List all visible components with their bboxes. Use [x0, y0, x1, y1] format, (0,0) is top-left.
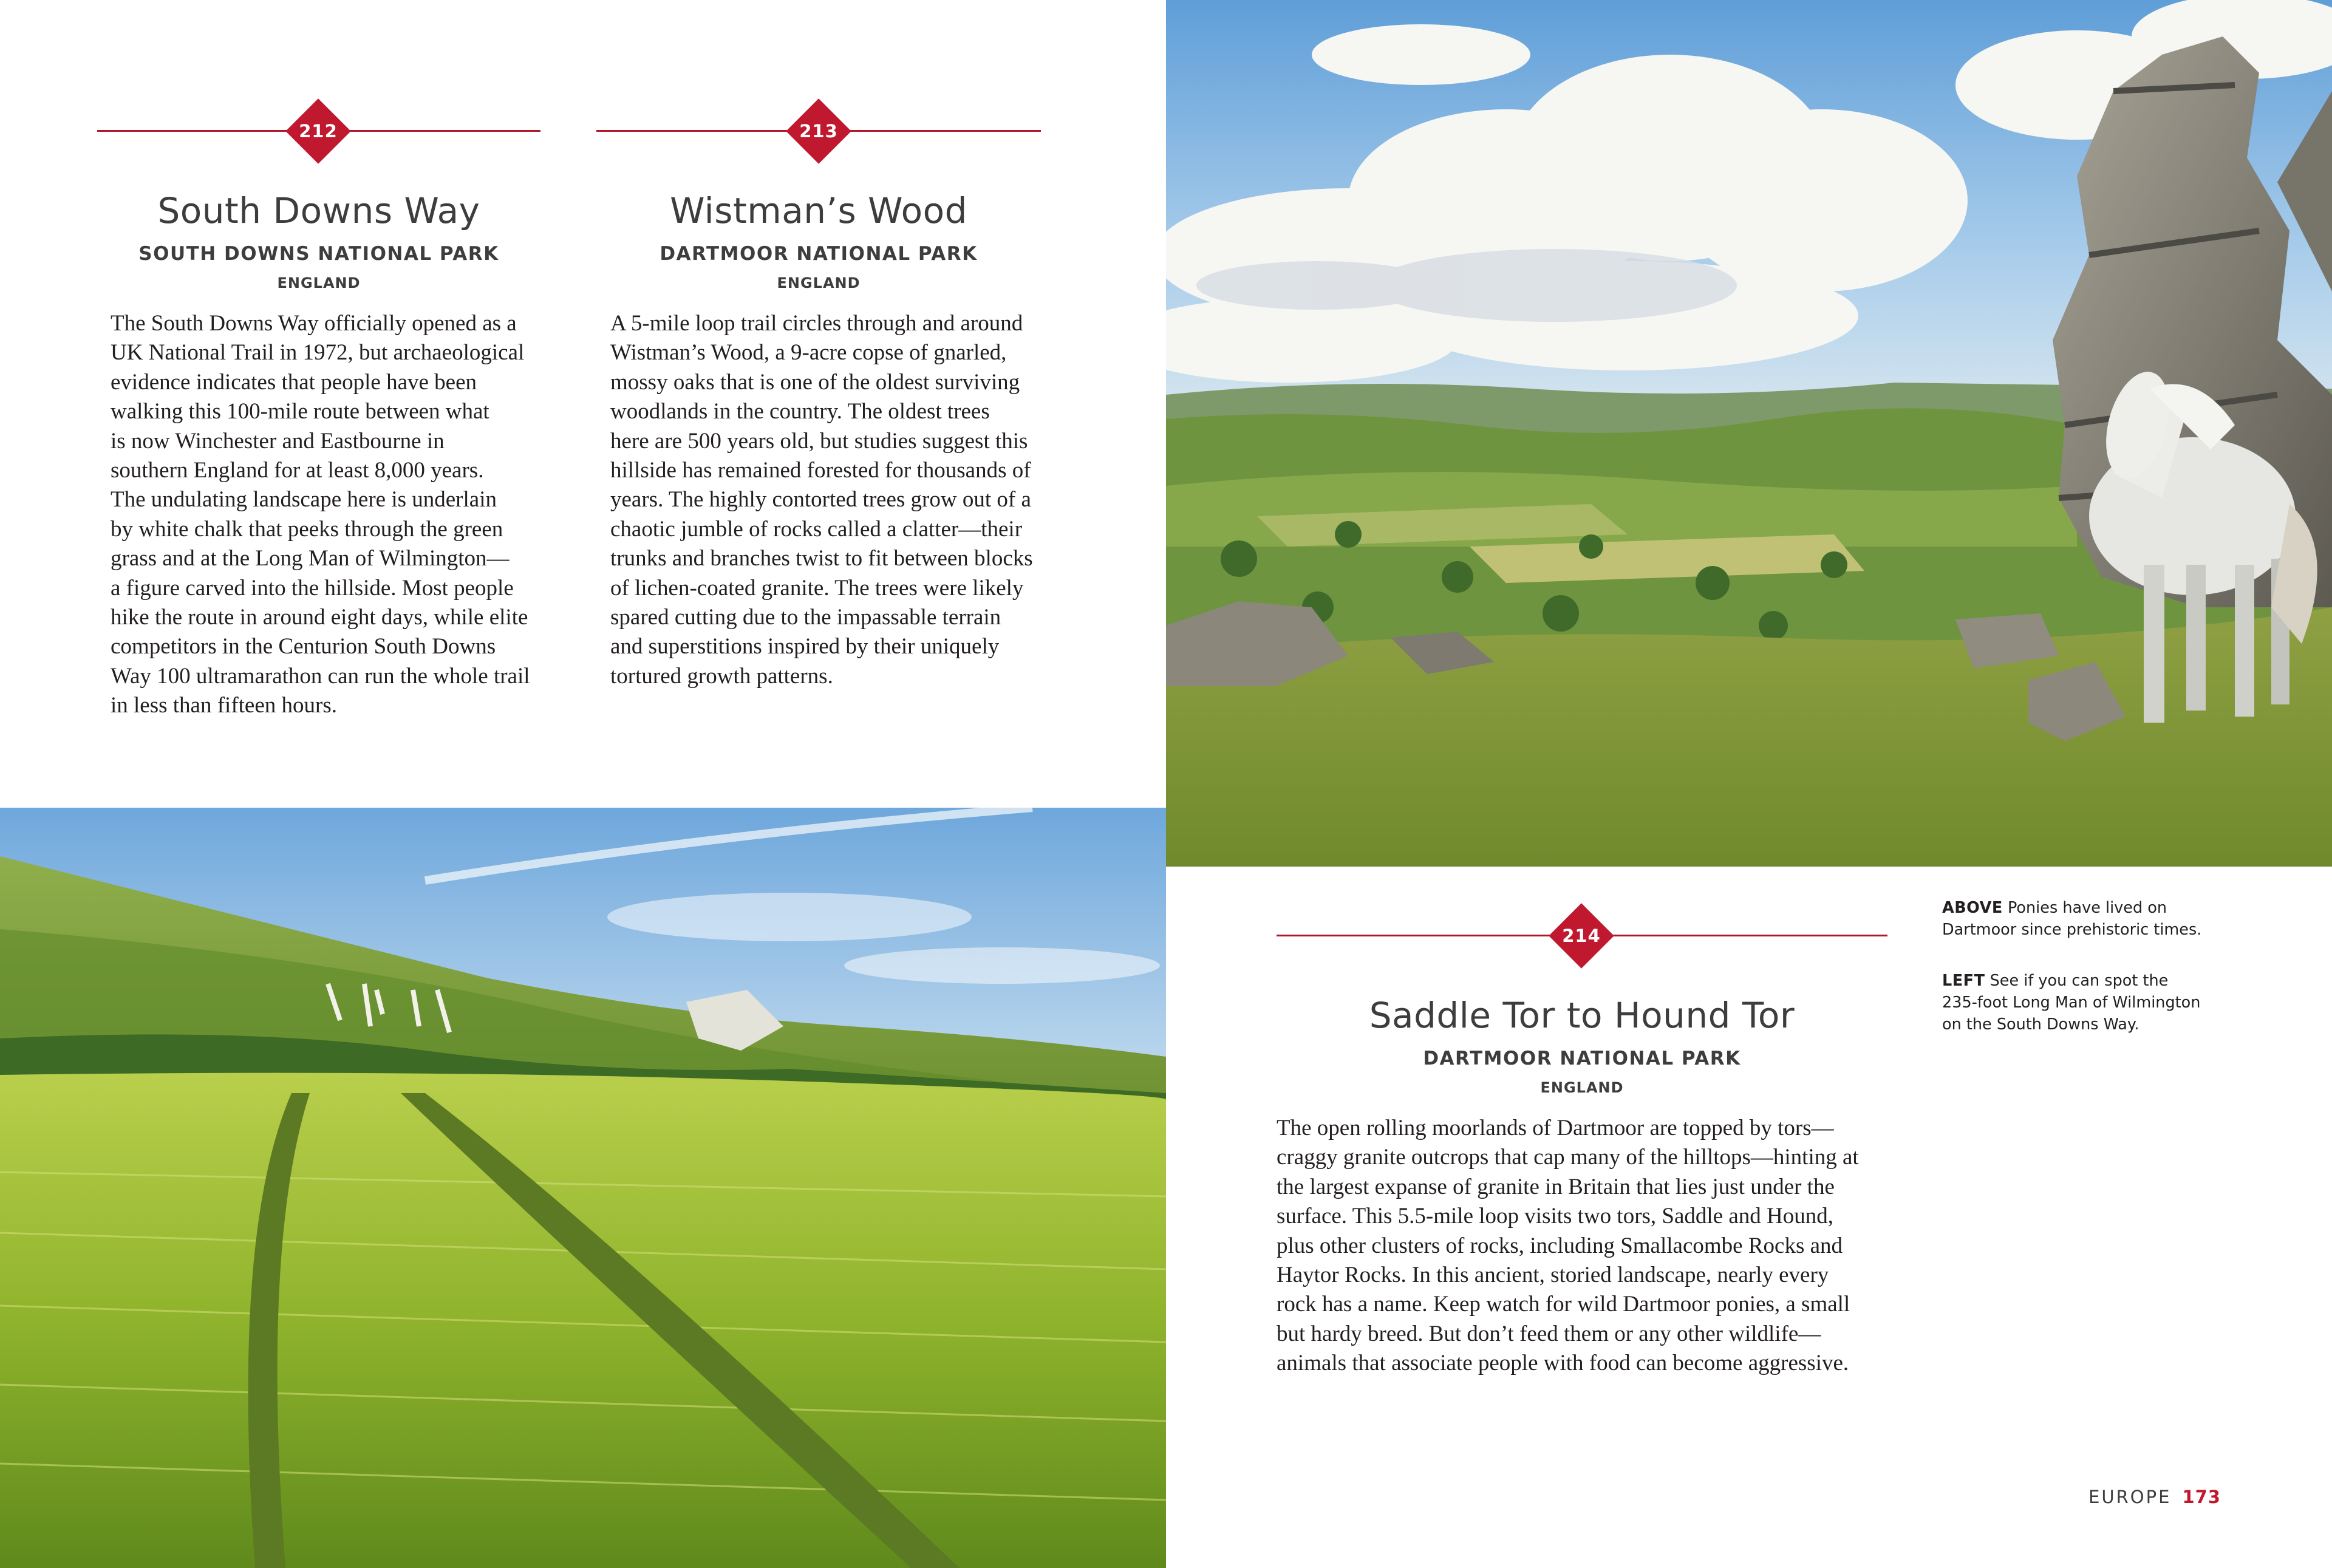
body-line: spared cutting due to the impassable terrain: [610, 605, 1001, 630]
entry-number: 212: [299, 121, 338, 141]
body-line: by white chalk that peeks through the green: [111, 516, 503, 542]
body-line: craggy granite outcrops that cap many of the hilltops—hinting at: [1277, 1145, 1859, 1170]
body-line: animals that associate people with food can become aggressive.: [1277, 1351, 1849, 1376]
body-line: The open rolling moorlands of Dartmoor are topped by tors—: [1277, 1116, 1834, 1140]
page-number: 173: [2182, 1487, 2221, 1507]
caption-line: on the South Downs Way.: [1942, 1015, 2139, 1034]
body-line: mossy oaks that is one of the oldest surviving: [610, 369, 1020, 395]
caption-text: See if you can spot the: [1989, 972, 2169, 990]
entry-title: Saddle Tor to Hound Tor: [1369, 995, 1795, 1036]
body-line: years. The highly contorted trees grow out of a: [610, 487, 1031, 513]
body-line: UK National Trail in 1972, but archaeological: [111, 340, 525, 366]
caption-above: [1942, 897, 2258, 941]
entry-body: [1277, 1114, 1859, 1379]
entry-park: DARTMOOR NATIONAL PARK: [660, 243, 978, 265]
caption-line: [1942, 897, 2258, 919]
entry-country: ENGLAND: [777, 274, 861, 291]
body-line: evidence indicates that people have been: [111, 369, 477, 395]
body-line: hillside has remained forested for thousands of: [610, 458, 1031, 483]
body-line: rock has a name. Keep watch for wild Dartmoor ponies, a small: [1277, 1292, 1850, 1317]
page-folio: [2088, 1487, 2221, 1507]
body-line: a figure carved into the hillside. Most people: [111, 575, 514, 601]
caption-text: Ponies have lived on: [2007, 899, 2167, 917]
body-line: plus other clusters of rocks, including Smallacombe Rocks and: [1277, 1233, 1843, 1258]
body-line: surface. This 5.5-mile loop visits two tors, Saddle and Hound,: [1277, 1204, 1834, 1229]
body-line: The South Downs Way officially opened as a: [111, 311, 517, 336]
entry-title: South Downs Way: [157, 190, 480, 231]
entry-number: 214: [1562, 925, 1601, 946]
body-line: is now Winchester and Eastbourne in: [111, 428, 445, 454]
body-line: Way 100 ultramarathon can run the whole trail: [111, 663, 530, 689]
caption-label: ABOVE: [1942, 899, 2003, 917]
body-line: woodlands in the country. The oldest trees: [610, 399, 990, 424]
body-line: here are 500 years old, but studies suggest this: [610, 428, 1028, 454]
body-line: The undulating landscape here is underlain: [111, 487, 497, 513]
caption-line: 235-foot Long Man of Wilmington: [1942, 994, 2201, 1012]
body-line: hike the route in around eight days, while elite: [111, 605, 528, 630]
body-line: competitors in the Centurion South Downs: [111, 634, 496, 660]
caption-label: LEFT: [1942, 972, 1985, 990]
caption-line: Dartmoor since prehistoric times.: [1942, 921, 2202, 939]
caption-line: [1942, 970, 2258, 992]
body-line: A 5-mile loop trail circles through and around: [610, 311, 1023, 336]
body-line: but hardy breed. But don’t feed them or any other wildlife—: [1277, 1321, 1821, 1346]
body-line: of lichen-coated granite. The trees were likely: [610, 575, 1024, 601]
body-line: tortured growth patterns.: [610, 663, 833, 689]
caption-left: [1942, 970, 2258, 1035]
body-line: the largest expanse of granite in Britain that lies just under the: [1277, 1174, 1835, 1199]
body-line: southern England for at least 8,000 years.: [111, 458, 484, 483]
entry-country: ENGLAND: [1540, 1079, 1624, 1096]
body-line: Wistman’s Wood, a 9-acre copse of gnarled,: [610, 340, 1007, 366]
body-line: chaotic jumble of rocks called a clatter—their: [610, 516, 1023, 542]
body-line: Haytor Rocks. In this ancient, storied landscape, nearly every: [1277, 1263, 1829, 1288]
body-line: and superstitions inspired by their uniquely: [610, 634, 1000, 660]
entry-park: DARTMOOR NATIONAL PARK: [1423, 1048, 1741, 1069]
entry-park: SOUTH DOWNS NATIONAL PARK: [138, 243, 499, 265]
entry-title: Wistman’s Wood: [670, 190, 967, 231]
body-line: trunks and branches twist to fit between blocks: [610, 546, 1033, 571]
body-line: grass and at the Long Man of Wilmington—: [111, 546, 510, 571]
entry-number: 213: [799, 121, 838, 141]
folio-section: EUROPE: [2088, 1487, 2172, 1507]
body-line: in less than fifteen hours.: [111, 693, 337, 718]
body-line: walking this 100-mile route between what: [111, 399, 489, 424]
entry-country: ENGLAND: [277, 274, 361, 291]
